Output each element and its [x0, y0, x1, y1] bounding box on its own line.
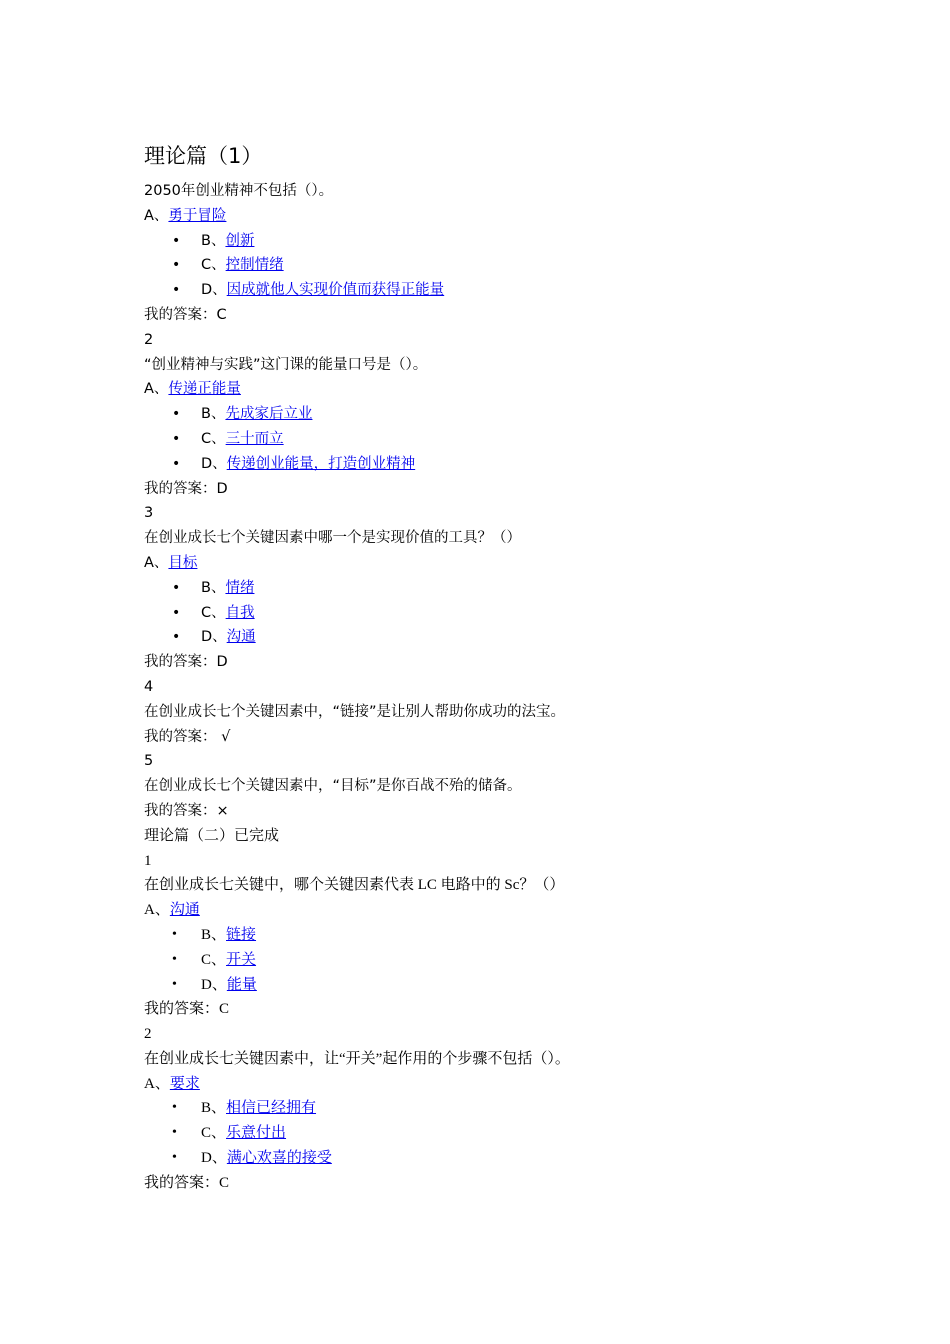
question-4-number: 4 — [144, 678, 154, 695]
section-2-question-1-answer: 我的答案：C — [144, 1001, 230, 1018]
option-link[interactable]: 自我 — [225, 604, 255, 621]
question-3-answer: 我的答案：D — [144, 654, 228, 671]
question-1-option-a: A、勇于冒险 — [144, 207, 227, 224]
question-1-text: 年创业精神不包括（）。 — [180, 183, 334, 199]
option-link[interactable]: 链接 — [226, 926, 257, 943]
option-link[interactable]: 传递正能量 — [168, 381, 241, 398]
question-3-number: 3 — [144, 505, 154, 522]
question-3-option-c: • C、自我 — [144, 601, 904, 626]
bullet-icon: • — [172, 282, 181, 299]
question-1-option-b: • B、创新 — [144, 229, 904, 254]
bullet-icon: • — [172, 951, 177, 967]
bullet-icon: • — [172, 976, 177, 992]
option-link[interactable]: 因成就他人实现价值而获得正能量 — [226, 282, 445, 299]
question-2-option-b: • B、先成家后立业 — [144, 402, 904, 427]
bullet-icon: • — [172, 430, 181, 447]
option-link[interactable]: 先成家后立业 — [225, 406, 313, 423]
section-2-question-2-option-b: • B、相信已经拥有 — [144, 1096, 904, 1121]
option-link[interactable]: 创新 — [225, 232, 255, 249]
option-link[interactable]: 勇于冒险 — [168, 207, 227, 224]
option-link[interactable]: 相信已经拥有 — [226, 1100, 317, 1117]
section-2-question-1-text: 在创业成长七关键中，哪个关键因素代表 LC 电路中的 Sc？（） — [144, 877, 565, 894]
question-2-option-c: • C、三十而立 — [144, 427, 904, 452]
bullet-icon: • — [172, 257, 181, 274]
question-4-text: 在创业成长七个关键因素中，“链接”是让别人帮助你成功的法宝。 — [144, 703, 566, 720]
question-3-option-a: A、目标 — [144, 554, 198, 571]
question-1-option-c: • C、控制情绪 — [144, 253, 904, 278]
question-1-answer: 我的答案：C — [144, 306, 227, 323]
section-2-question-1-option-c: • C、开关 — [144, 948, 904, 973]
question-5-number: 5 — [144, 753, 154, 770]
question-5-text: 在创业成长七个关键因素中，“目标”是你百战不殆的储备。 — [144, 778, 522, 795]
bullet-icon: • — [172, 1150, 177, 1166]
option-link[interactable]: 开关 — [226, 951, 257, 968]
option-link[interactable]: 乐意付出 — [226, 1125, 287, 1142]
option-link[interactable]: 目标 — [168, 554, 198, 571]
question-3-text: 在创业成长七个关键因素中哪一个是实现价值的工具？（） — [144, 530, 521, 547]
bullet-icon: • — [172, 629, 181, 646]
option-link[interactable]: 要求 — [169, 1075, 200, 1092]
option-link[interactable]: 沟通 — [226, 629, 256, 646]
page-title: 理论篇（1） — [144, 144, 263, 168]
question-2-answer: 我的答案：D — [144, 480, 228, 497]
bullet-icon: • — [172, 926, 177, 942]
option-link[interactable]: 沟通 — [169, 902, 200, 919]
question-2-option-a: A、传递正能量 — [144, 381, 241, 398]
question-2-number: 2 — [144, 331, 154, 348]
bullet-icon: • — [172, 1100, 177, 1116]
bullet-icon: • — [172, 1125, 177, 1141]
question-3-option-d: • D、沟通 — [144, 625, 904, 650]
bullet-icon: • — [172, 232, 181, 249]
section-2-question-1-option-d: • D、能量 — [144, 973, 904, 998]
bullet-icon: • — [172, 579, 181, 596]
section-2-question-1-option-b: • B、链接 — [144, 923, 904, 948]
section-2-question-2-number: 2 — [144, 1026, 152, 1043]
question-2-option-d: • D、传递创业能量，打造创业精神 — [144, 452, 904, 477]
question-1-option-d: • D、因成就他人实现价值而获得正能量 — [144, 278, 904, 303]
question-1-year: 2050 — [144, 183, 181, 199]
section-2-title: 理论篇（二）已完成 — [144, 827, 280, 844]
section-2-question-2-option-d: • D、满心欢喜的接受 — [144, 1146, 904, 1171]
section-2-question-2-answer: 我的答案：C — [144, 1174, 230, 1191]
question-1-stem — [144, 179, 904, 204]
option-link[interactable]: 传递创业能量，打造创业精神 — [226, 455, 416, 472]
question-5-answer: 我的答案：× — [144, 802, 229, 819]
option-link[interactable]: 情绪 — [225, 579, 255, 596]
document-page — [144, 141, 904, 1196]
bullet-icon: • — [172, 406, 181, 423]
bullet-icon: • — [172, 604, 181, 621]
option-link[interactable]: 能量 — [226, 976, 257, 993]
section-2-question-1-number: 1 — [144, 852, 152, 869]
option-link[interactable]: 三十而立 — [225, 430, 284, 447]
question-3-option-b: • B、情绪 — [144, 576, 904, 601]
section-2-question-2-text: 在创业成长七关键因素中，让“开关”起作用的个步骤不包括（）。 — [144, 1050, 570, 1067]
option-link[interactable]: 控制情绪 — [225, 257, 284, 274]
question-4-answer: 我的答案： √ — [144, 728, 231, 745]
section-2-question-1-option-a: A、沟通 — [144, 902, 200, 919]
bullet-icon: • — [172, 455, 181, 472]
section-2-question-2-option-c: • C、乐意付出 — [144, 1121, 904, 1146]
option-link[interactable]: 满心欢喜的接受 — [226, 1150, 332, 1167]
question-2-text: “创业精神与实践”这门课的能量口号是（）。 — [144, 356, 428, 373]
section-2-question-2-option-a: A、要求 — [144, 1075, 200, 1092]
